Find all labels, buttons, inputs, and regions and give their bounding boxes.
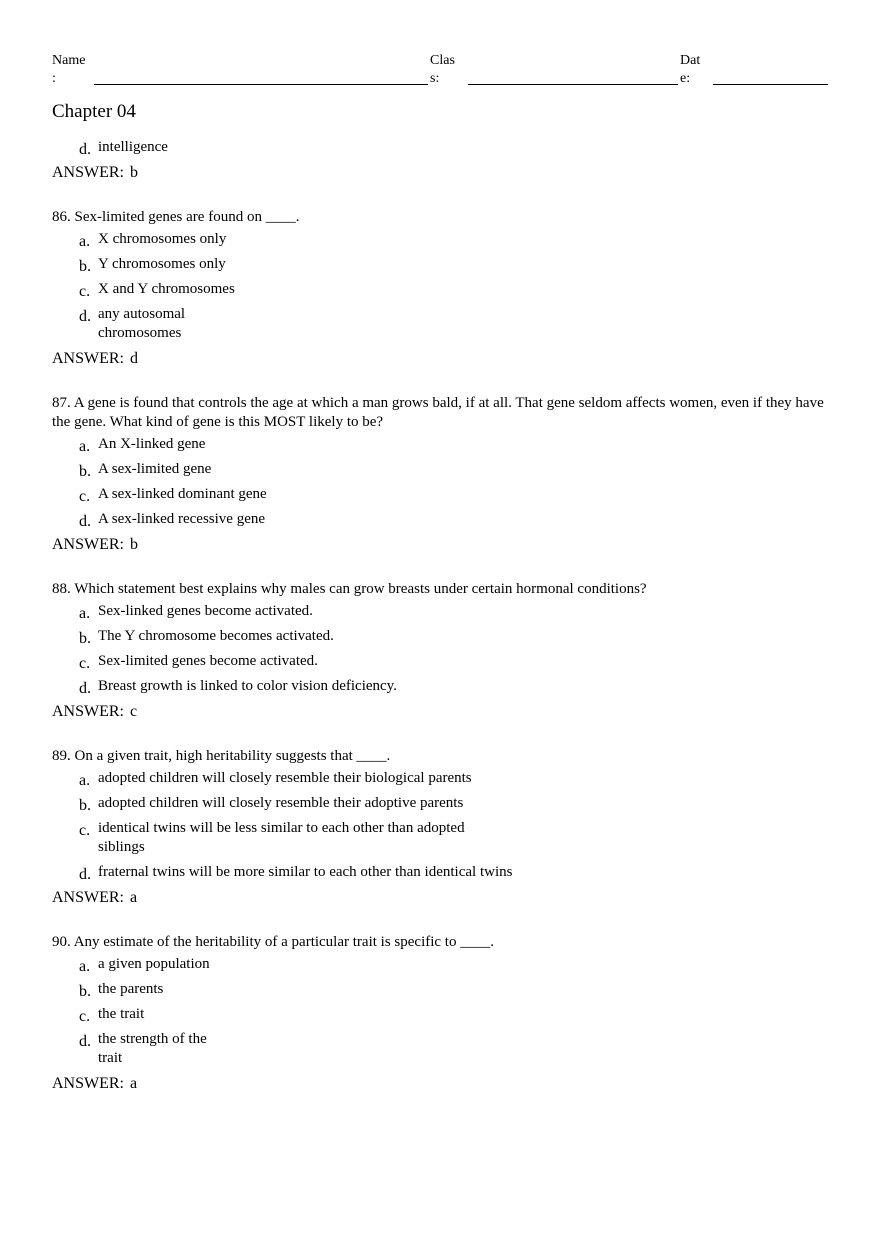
option-text: X chromosomes only xyxy=(98,231,227,247)
option-text: The Y chromosome becomes activated. xyxy=(98,628,334,644)
answer-value: a xyxy=(130,889,138,906)
option-text: the strength of the xyxy=(98,1031,207,1047)
answer-value: c xyxy=(130,703,138,720)
option-text: adopted children will closely resemble their adoptive parents xyxy=(98,795,464,811)
option-item xyxy=(52,510,842,529)
option-item xyxy=(52,863,842,882)
option-item xyxy=(52,305,842,343)
option-item xyxy=(52,138,842,157)
name-label: Name : xyxy=(52,53,86,86)
question-89 xyxy=(52,747,842,766)
option-text: the parents xyxy=(98,981,164,997)
class-label: Clas s: xyxy=(430,53,455,86)
answer-line xyxy=(52,1074,842,1093)
question-text: Any estimate of the heritability of a particular trait is specific to ____. xyxy=(73,934,494,950)
question-text: Sex-limited genes are found on ____. xyxy=(74,209,300,225)
answer-label: ANSWER: xyxy=(52,350,124,367)
option-letter: d. xyxy=(79,866,91,883)
option-item xyxy=(52,955,842,974)
answer-value: d xyxy=(130,350,138,367)
option-text: Breast growth is linked to color vision deficiency. xyxy=(98,678,397,694)
question-88 xyxy=(52,580,842,599)
answer-value: a xyxy=(130,1075,138,1092)
name-blank-line xyxy=(94,84,428,85)
option-letter: d. xyxy=(79,308,91,325)
option-letter: c. xyxy=(79,822,91,839)
option-letter: c. xyxy=(79,283,91,300)
option-text-continued: chromosomes xyxy=(98,325,182,341)
question-number: 86. xyxy=(52,209,71,225)
option-letter: c. xyxy=(79,1008,91,1025)
option-text: fraternal twins will be more similar to each other than identical twins xyxy=(98,864,513,880)
option-text: the trait xyxy=(98,1006,145,1022)
option-item xyxy=(52,627,842,646)
question-number: 89. xyxy=(52,748,71,764)
option-letter: a. xyxy=(79,772,91,789)
option-item xyxy=(52,602,842,621)
option-letter: a. xyxy=(79,605,91,622)
answer-line xyxy=(52,702,842,721)
question-number: 87. xyxy=(52,395,71,411)
option-item xyxy=(52,255,842,274)
option-text: intelligence xyxy=(98,139,168,155)
option-letter: a. xyxy=(79,233,91,250)
option-text-continued: trait xyxy=(98,1050,123,1066)
answer-value: b xyxy=(130,164,138,181)
option-letter: a. xyxy=(79,958,91,975)
option-text: a given population xyxy=(98,956,210,972)
option-text: identical twins will be less similar to each other than adopted xyxy=(98,820,465,836)
option-item xyxy=(52,769,842,788)
question-text: On a given trait, high heritability suggests that ____. xyxy=(74,748,391,764)
option-item xyxy=(52,677,842,696)
option-letter: a. xyxy=(79,438,91,455)
question-90 xyxy=(52,933,842,952)
option-text: An X-linked gene xyxy=(98,436,206,452)
answer-line xyxy=(52,349,842,368)
option-text: A sex-limited gene xyxy=(98,461,212,477)
option-letter: d. xyxy=(79,1033,91,1050)
option-letter: b. xyxy=(79,983,91,1000)
option-text: Y chromosomes only xyxy=(98,256,226,272)
option-item xyxy=(52,980,842,999)
question-86 xyxy=(52,208,842,227)
option-text: A sex-linked recessive gene xyxy=(98,511,266,527)
question-text: A gene is found that controls the age at which a man grows bald, if at all. That gene seldom affects women, even if they have the gene. What kind of gene is this MOST likely to be? xyxy=(52,395,824,430)
option-item xyxy=(52,819,842,857)
answer-label: ANSWER: xyxy=(52,703,124,720)
answer-line xyxy=(52,888,842,907)
option-text: Sex-linked genes become activated. xyxy=(98,603,313,619)
option-item xyxy=(52,652,842,671)
class-blank-line xyxy=(468,84,678,85)
question-number: 90. xyxy=(52,934,71,950)
option-item xyxy=(52,794,842,813)
option-item xyxy=(52,485,842,504)
option-letter: c. xyxy=(79,488,91,505)
option-text: Sex-limited genes become activated. xyxy=(98,653,318,669)
option-letter: b. xyxy=(79,258,91,275)
option-text: X and Y chromosomes xyxy=(98,281,235,297)
option-item xyxy=(52,1030,842,1068)
answer-line xyxy=(52,535,842,554)
option-item xyxy=(52,280,842,299)
answer-label: ANSWER: xyxy=(52,889,124,906)
option-letter: d. xyxy=(79,680,91,697)
date-label: Dat e: xyxy=(680,53,701,86)
option-item xyxy=(52,230,842,249)
option-text: A sex-linked dominant gene xyxy=(98,486,267,502)
answer-label: ANSWER: xyxy=(52,536,124,553)
answer-line xyxy=(52,163,842,182)
question-text: Which statement best explains why males can grow breasts under certain hormonal conditions? xyxy=(74,581,647,597)
option-letter: b. xyxy=(79,797,91,814)
option-item xyxy=(52,435,842,454)
option-text-continued: siblings xyxy=(98,839,145,855)
question-number: 88. xyxy=(52,581,71,597)
option-letter: b. xyxy=(79,630,91,647)
option-item xyxy=(52,460,842,479)
option-text: any autosomal xyxy=(98,306,186,322)
question-list xyxy=(52,138,842,1093)
answer-label: ANSWER: xyxy=(52,164,124,181)
option-text: adopted children will closely resemble their biological parents xyxy=(98,770,472,786)
option-item xyxy=(52,1005,842,1024)
answer-value: b xyxy=(130,536,138,553)
date-blank-line xyxy=(713,84,828,85)
option-letter: c. xyxy=(79,655,91,672)
answer-label: ANSWER: xyxy=(52,1075,124,1092)
option-letter: b. xyxy=(79,463,91,480)
question-87 xyxy=(52,394,842,432)
option-letter: d. xyxy=(79,141,91,158)
option-letter: d. xyxy=(79,513,91,530)
chapter-title: Chapter 04 xyxy=(52,101,136,122)
